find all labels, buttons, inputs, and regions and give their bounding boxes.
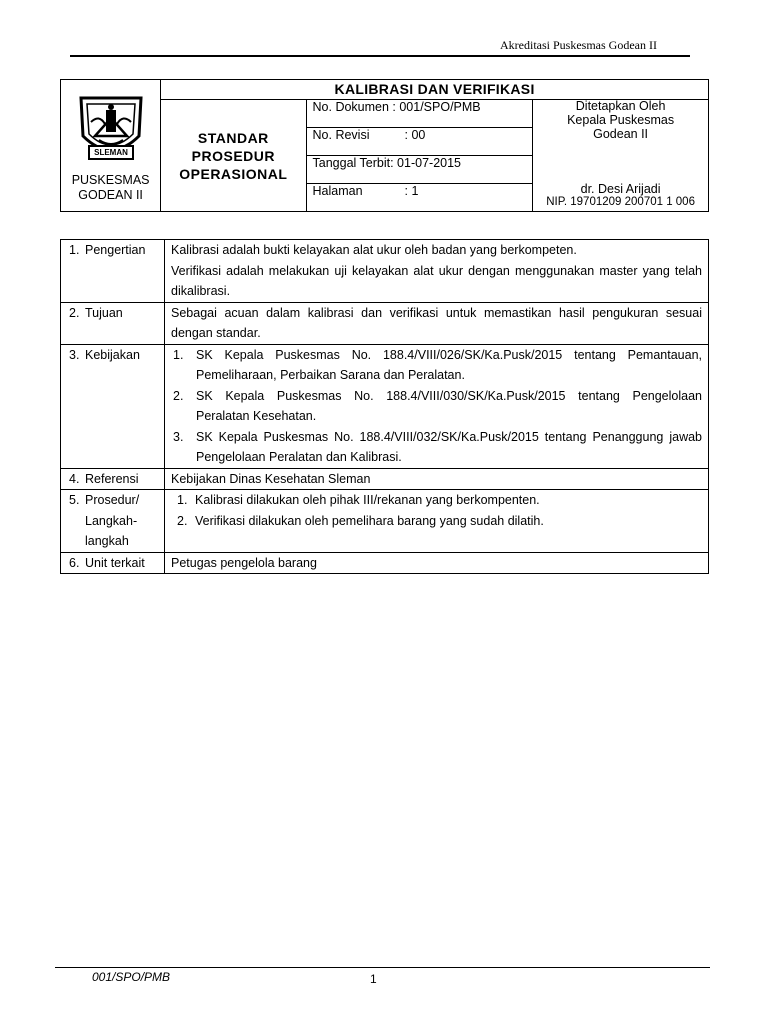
section-label: Referensi: [85, 471, 139, 486]
org-line-1: PUSKESMAS: [71, 173, 150, 187]
pengertian-paragraph-1: Kalibrasi adalah bukti kelayakan alat ukur oleh badan yang berkompeten.: [171, 243, 577, 257]
item-number: 3.: [173, 429, 184, 444]
item-number: 1.: [173, 347, 184, 362]
page-number: [306, 184, 533, 212]
row-referensi: [61, 468, 709, 490]
content-kebijakan: [165, 344, 709, 468]
sop-header-table: [60, 79, 709, 212]
footer-document-number: 001/SPO/PMB: [92, 970, 171, 984]
pengertian-paragraph-2: Verifikasi adalah melakukan uji kelayakan alat ukur dengan menggunakan master yang telah dikalibrasi.: [171, 263, 702, 298]
item-text: SK Kepala Puskesmas No. 188.4/VIII/026/SK/Ka.Pusk/2015 tentang Pemantauan, Pemeliharaan, Perbaikan Sarana dan Peralatan.: [196, 347, 702, 382]
approval-block: [533, 100, 709, 212]
content-prosedur: [165, 490, 709, 553]
logo-cell: [61, 80, 161, 212]
document-number: No. Dokumen : 001/SPO/PMB: [306, 100, 533, 128]
section-number: 4.: [69, 471, 80, 486]
kebijakan-item: [171, 345, 702, 386]
label-unit-terkait: [61, 552, 165, 574]
sop-label: [161, 100, 306, 212]
approved-line-2: Kepala Puskesmas: [567, 113, 675, 127]
row-tujuan: [61, 302, 709, 344]
item-text: SK Kepala Puskesmas No. 188.4/VIII/030/SK/Ka.Pusk/2015 tentang Pengelolaan Peralatan Kesehatan.: [196, 388, 702, 423]
revision-value: : 00: [404, 128, 426, 142]
section-label: Kebijakan: [85, 347, 140, 362]
footer-rule: [55, 967, 710, 968]
label-kebijakan: [61, 344, 165, 468]
section-number: 1.: [69, 243, 80, 257]
section-number: 5.: [69, 493, 80, 507]
prosedur-item: [171, 511, 702, 532]
row-unit-terkait: [61, 552, 709, 574]
approved-line-3: Godean II: [593, 127, 649, 141]
content-unit-terkait: Petugas pengelola barang: [165, 552, 709, 574]
document-title: KALIBRASI DAN VERIFIKASI: [161, 80, 709, 100]
row-kebijakan: [61, 344, 709, 468]
content-pengertian: [165, 240, 709, 303]
label-prosedur: [61, 490, 165, 553]
header-rule: [70, 55, 690, 57]
page-label: Halaman: [312, 184, 363, 198]
item-number: 2.: [177, 513, 188, 528]
signer-nip: NIP. 19701209 200701 1 006: [546, 196, 695, 208]
label-referensi: [61, 468, 165, 490]
section-number: 2.: [69, 305, 80, 320]
org-line-2: GODEAN II: [78, 188, 143, 202]
sop-line-1: STANDAR: [197, 129, 269, 146]
sop-line-3: OPERASIONAL: [179, 165, 288, 182]
label-tujuan: [61, 302, 165, 344]
prosedur-item: [171, 490, 702, 511]
row-pengertian: [61, 240, 709, 303]
logo-text: SLEMAN: [94, 148, 128, 157]
item-text: SK Kepala Puskesmas No. 188.4/VIII/032/SK/Ka.Pusk/2015 tentang Penanggung jawab Pengelolaan Peralatan dan Kalibrasi.: [196, 429, 702, 464]
revision-number: [306, 128, 533, 156]
section-label: Pengertian: [85, 243, 146, 257]
content-tujuan: Sebagai acuan dalam kalibrasi dan verifikasi untuk memastikan hasil pengukuran sesuai dengan standar.: [165, 302, 709, 344]
sleman-emblem-logo: [73, 92, 149, 173]
item-text: Kalibrasi dilakukan oleh pihak III/rekanan yang berkompenten.: [195, 493, 540, 507]
section-number: 6.: [69, 555, 80, 570]
sop-line-2: PROSEDUR: [191, 147, 276, 164]
section-number: 3.: [69, 347, 80, 362]
revision-label: No. Revisi: [312, 128, 370, 142]
section-label-line-3: langkah: [85, 534, 129, 548]
approved-line-1: Ditetapkan Oleh: [575, 99, 666, 113]
sop-content-table: [60, 239, 709, 574]
label-pengertian: [61, 240, 165, 303]
kebijakan-item: [171, 386, 702, 427]
signer-name: dr. Desi Arijadi: [580, 182, 661, 196]
row-prosedur: [61, 490, 709, 553]
content-referensi: Kebijakan Dinas Kesehatan Sleman: [165, 468, 709, 490]
item-number: 2.: [173, 388, 184, 403]
item-text: Verifikasi dilakukan oleh pemelihara barang yang sudah dilatih.: [195, 513, 544, 528]
signer-block: [533, 183, 708, 209]
section-label-line-2: Langkah-: [85, 513, 138, 528]
kebijakan-item: [171, 427, 702, 468]
approval-heading: [533, 99, 708, 141]
organization-name: [61, 173, 160, 203]
footer-page-number: 1: [370, 972, 377, 986]
running-header: Akreditasi Puskesmas Godean II: [500, 38, 657, 52]
issue-date: Tanggal Terbit: 01-07-2015: [306, 156, 533, 184]
section-label-line-1: Prosedur/: [85, 493, 140, 507]
page-value: : 1: [404, 184, 419, 198]
section-label: Tujuan: [85, 305, 123, 320]
section-label: Unit terkait: [85, 555, 145, 570]
item-number: 1.: [177, 493, 188, 507]
